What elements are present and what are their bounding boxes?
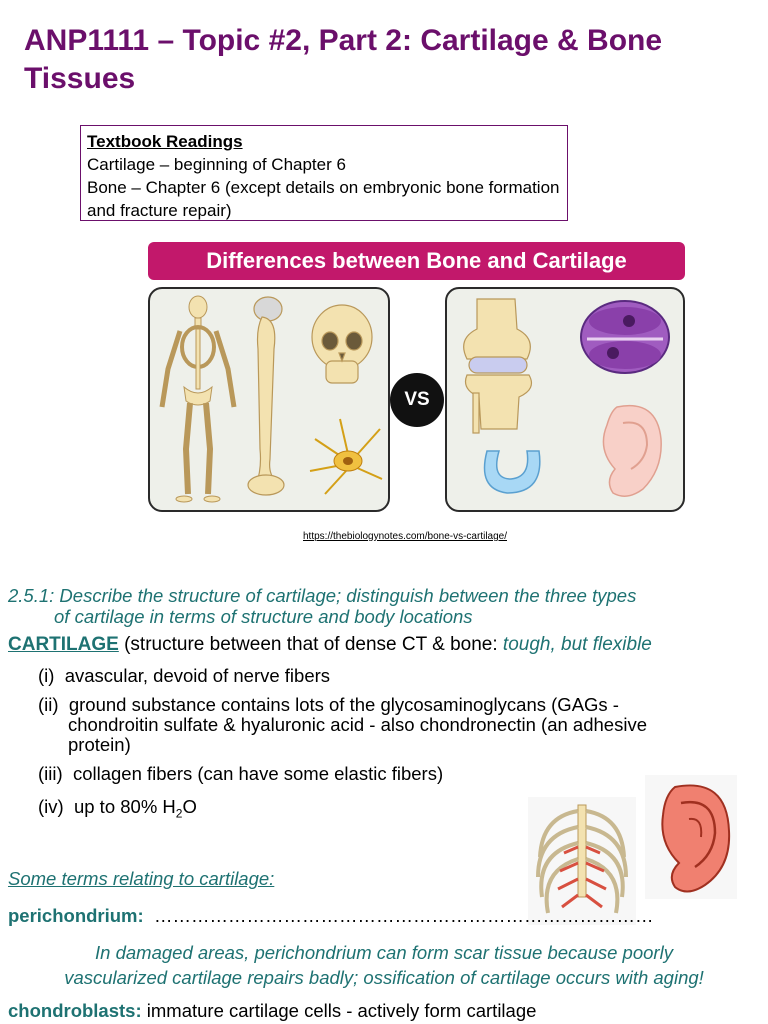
readings-heading: Textbook Readings: [87, 132, 243, 151]
objective-line-1: 2.5.1: Describe the structure of cartilage; distinguish between the three types: [8, 585, 637, 606]
bone-panel: [148, 287, 390, 512]
perichondrium-label: perichondrium:: [8, 905, 144, 926]
chondroblasts-term: [8, 1000, 536, 1022]
learning-objective: [8, 585, 758, 627]
perichondrium-blank: ………………………………………………………………………: [153, 905, 654, 926]
cartilage-desc: (structure between that of dense CT & bone:: [118, 634, 503, 655]
figure-source-link[interactable]: https://thebiologynotes.com/bone-vs-cartilage/: [303, 531, 507, 542]
cartilage-definition: [8, 633, 758, 657]
cartilage-panel: [445, 287, 685, 512]
cartilage-illustration: [447, 289, 683, 510]
terms-heading: Some terms relating to cartilage:: [8, 868, 275, 889]
list-item: (iii) collagen fibers (can have some elastic fibers): [38, 763, 444, 784]
chondroblasts-label: chondroblasts:: [8, 1000, 142, 1021]
textbook-readings-box: [80, 125, 568, 221]
list-item: (ii) ground substance contains lots of the glycosaminoglycans (GAGs - chondroitin sulfate & hyaluronic acid - also chondronectin (an adhesive protein): [38, 694, 647, 755]
list-item: (i) avascular, devoid of nerve fibers: [38, 665, 331, 686]
page-title: ANP1111 – Topic #2, Part 2: Cartilage & Bone Tissues: [24, 24, 663, 95]
perichondrium-term: [8, 905, 708, 927]
list-item: (iv) up to 80% $H_2O$: [38, 796, 197, 821]
readings-line-cartilage: Cartilage – beginning of Chapter 6: [87, 155, 346, 174]
note-line-2: vascularized cartilage repairs badly; ossification of cartilage occurs with aging!: [64, 967, 704, 988]
cartilage-emphasis: tough, but flexible: [502, 634, 652, 655]
vs-badge: VS: [390, 373, 444, 427]
readings-line-bone: Bone – Chapter 6 (except details on embryonic bone formation and fracture repair): [87, 178, 560, 220]
perichondrium-note: [0, 940, 768, 990]
ear-illustration: [645, 775, 737, 899]
bone-illustration: [150, 289, 388, 510]
chondroblasts-text: immature cartilage cells - actively form cartilage: [141, 1000, 537, 1021]
figure-banner: Differences between Bone and Cartilage: [148, 242, 685, 280]
note-line-1: In damaged areas, perichondrium can form scar tissue because poorly: [95, 942, 673, 963]
objective-line-2: of cartilage in terms of structure and body locations: [54, 606, 473, 627]
cartilage-keyword: CARTILAGE: [8, 634, 119, 655]
